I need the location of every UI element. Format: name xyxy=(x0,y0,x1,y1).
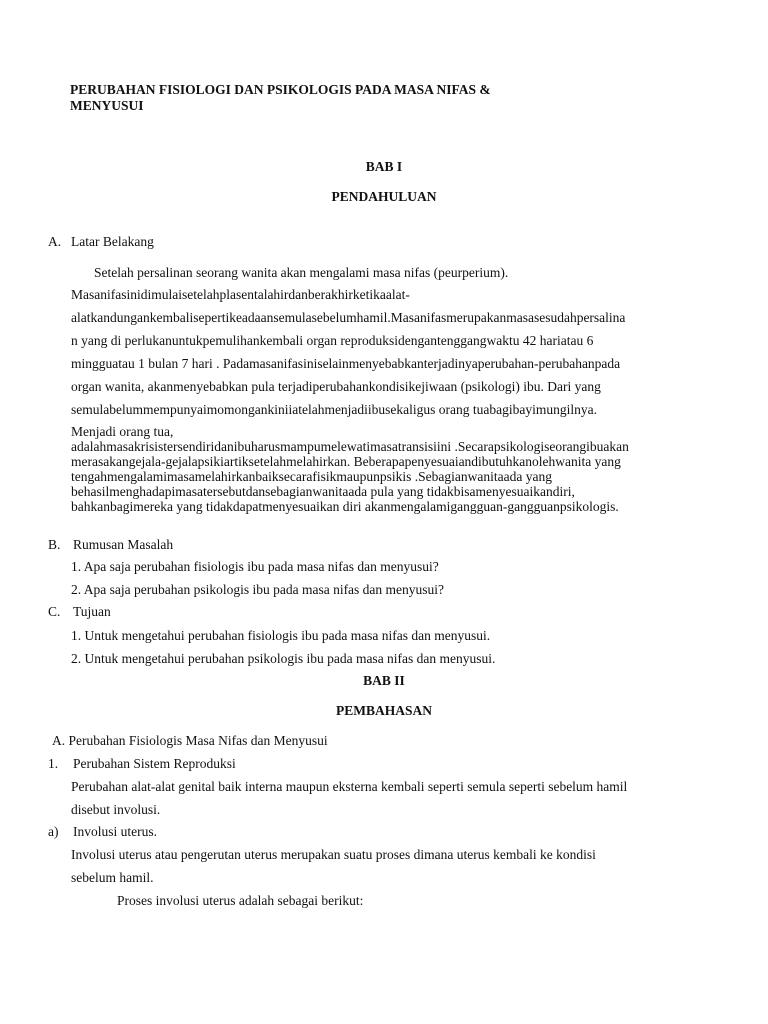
reproduksi-paragraph-line: Perubahan alat-alat genital baik interna maupun eksterna kembali seperti semula seperti sebelum hamil xyxy=(71,779,628,794)
bab2-section-a: A. Perubahan Fisiologis Masa Nifas dan Menyusui xyxy=(52,733,328,748)
document-title-line-1: PERUBAHAN FISIOLOGI DAN PSIKOLOGIS PADA MASA NIFAS & xyxy=(70,82,491,97)
tujuan-item: 1. Untuk mengetahui perubahan fisiologis ibu pada masa nifas dan menyusui. xyxy=(71,628,491,643)
section-b-label: Rumusan Masalah xyxy=(73,537,174,552)
latar-paragraph-line: Masanifasinidimulaisetelahplasentalahirdanberakhirketikaalat- xyxy=(71,287,410,302)
bab1-subheading: PENDAHULUAN xyxy=(331,189,437,204)
latar-paragraph-2-line: bahkanbagimereka yang tidakdapatmenyesuaikan diri akanmengalamigangguan-gangguanpsikologis. xyxy=(71,499,619,514)
proses-involusi-line: Proses involusi uterus adalah sebagai berikut: xyxy=(117,893,364,908)
latar-paragraph-line: organ wanita, akanmenyebabkan pula terjadiperubahankondisikejiwaan (psikologi) ibu. Dari yang xyxy=(71,379,601,394)
bab2-subheading: PEMBAHASAN xyxy=(335,703,432,718)
involusi-paragraph-line: Involusi uterus atau pengerutan uterus merupakan suatu proses dimana uterus kembali ke kondisi xyxy=(71,847,596,862)
latar-paragraph-line: Setelah persalinan seorang wanita akan mengalami masa nifas (peurperium). xyxy=(94,265,509,280)
section-a-marker: A. xyxy=(48,234,62,249)
section-a-label: Latar Belakang xyxy=(71,234,154,249)
bab2-heading: BAB II xyxy=(363,673,405,688)
rumusan-item: 1. Apa saja perubahan fisiologis ibu pada masa nifas dan menyusui? xyxy=(71,559,439,574)
latar-paragraph-line: n yang di perlukanuntukpemulihankembali organ reproduksidengantenggangwaktu 42 hariatau 6 xyxy=(71,333,594,348)
latar-paragraph-2-line: Menjadi orang tua, xyxy=(71,424,174,439)
latar-paragraph-line: mingguatau 1 bulan 7 hari . Padamasanifasiniselainmenyebabkanterjadinyaperubahan-perubahanpada xyxy=(71,356,621,371)
section-c-label: Tujuan xyxy=(73,604,111,619)
latar-paragraph-2-line: tengahmengalamimasamelahirkanbaiksecarafisikmaupunpsikis .Sebagianwanitaada yang xyxy=(71,469,552,484)
latar-paragraph-line: alatkandungankembalisepertikeadaansemulasebelumhamil.Masanifasmerupakanmasasesudahpersalina xyxy=(71,310,626,325)
section-b-marker: B. xyxy=(48,537,61,552)
item-1-label: Perubahan Sistem Reproduksi xyxy=(73,756,236,771)
latar-paragraph-2-line: merasakangejala-gejalapsikiartiksetelahmelahirkan. Beberapapenyesuaiandibutuhkanolehwanita yang xyxy=(71,454,621,469)
item-1-marker: 1. xyxy=(48,756,59,771)
section-c-marker: C. xyxy=(48,604,61,619)
tujuan-item: 2. Untuk mengetahui perubahan psikologis ibu pada masa nifas dan menyusui. xyxy=(71,651,496,666)
item-a-label: Involusi uterus. xyxy=(73,824,157,839)
involusi-paragraph-line: sebelum hamil. xyxy=(71,870,154,885)
bab1-heading: BAB I xyxy=(365,159,403,174)
item-a-marker: a) xyxy=(48,824,59,839)
latar-paragraph-2-line: adalahmasakrisistersendiridanibuharusmampumelewatimasatransisiini .Secarapsikologiseorangibuakan xyxy=(71,439,629,454)
reproduksi-paragraph-line: disebut involusi. xyxy=(71,802,161,817)
document-title-line-2: MENYUSUI xyxy=(70,98,144,113)
latar-paragraph-line: semulabelummempunyaimomongankiniiatelahmenjadiibusekaligus orang tuabagibayimungilnya. xyxy=(71,402,598,417)
latar-paragraph-2-line: behasilmenghadapimasatersebutdansebagianwanitaada pula yang tidakbisamenyesuaikandiri, xyxy=(71,484,575,499)
rumusan-item: 2. Apa saja perubahan psikologis ibu pada masa nifas dan menyusui? xyxy=(71,582,445,597)
